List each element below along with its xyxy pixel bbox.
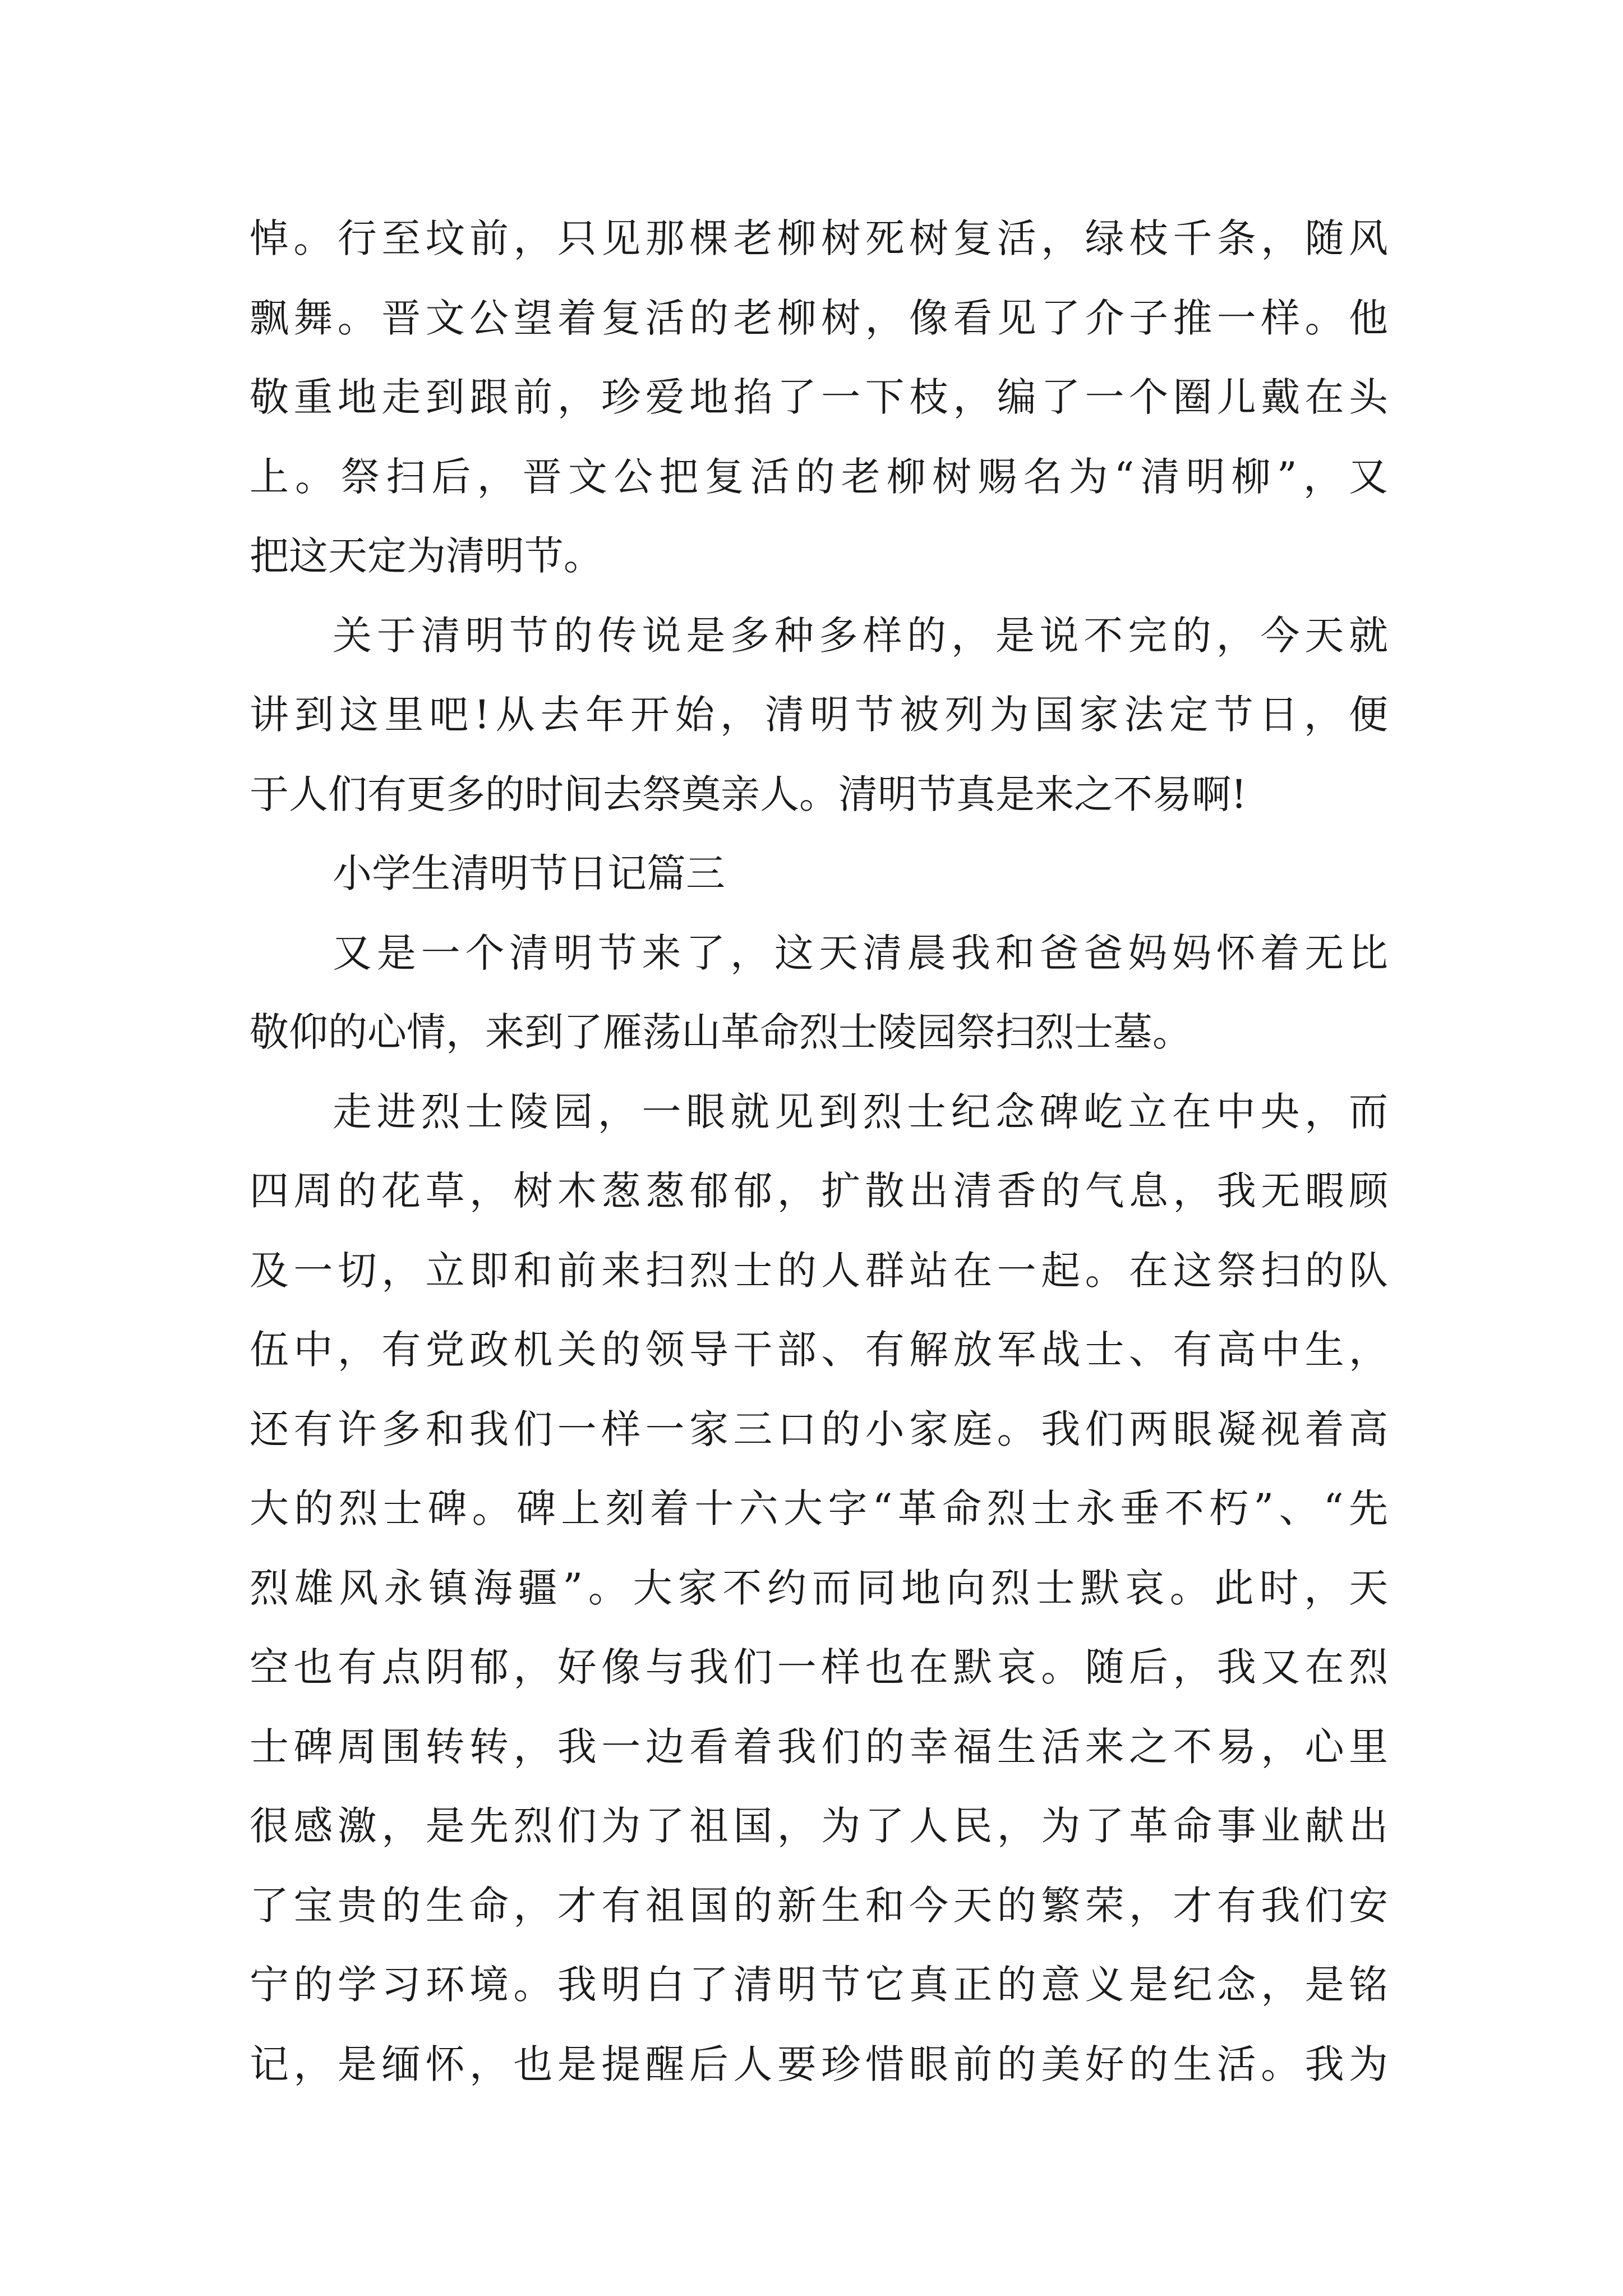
text-line: 还有许多和我们一样一家三口的小家庭。我们两眼凝视着高 — [250, 1406, 1388, 1452]
text-line: 敬仰的心情，来到了雁荡山革命烈士陵园祭扫烈士墓。 — [250, 1009, 1192, 1055]
section-heading: 小学生清明节日记篇三 — [333, 850, 725, 896]
text-line: 又是一个清明节来了，这天清晨我和爸爸妈妈怀着无比 — [333, 930, 1388, 976]
text-line: 烈雄风永镇海疆”。大家不约而同地向烈士默哀。此时，天 — [250, 1565, 1388, 1611]
text-line: 四周的花草，树木葱葱郁郁，扩散出清香的气息，我无暇顾 — [250, 1168, 1388, 1214]
text-line: 走进烈士陵园，一眼就见到烈士纪念碑屹立在中央，而 — [333, 1088, 1388, 1135]
text-line: 士碑周围转转，我一边看着我们的幸福生活来之不易，心里 — [250, 1723, 1388, 1770]
body-text — [250, 199, 1388, 2104]
text-line: 记，是缅怀，也是提醒后人要珍惜眼前的美好的生活。我为 — [250, 2041, 1388, 2087]
text-line: 及一切，立即和前来扫烈士的人群站在一起。在这祭扫的队 — [250, 1247, 1388, 1294]
text-line: 空也有点阴郁，好像与我们一样也在默哀。随后，我又在烈 — [250, 1644, 1388, 1690]
text-line: 很感激，是先烈们为了祖国，为了人民，为了革命事业献出 — [250, 1803, 1388, 1849]
text-line: 把这天定为清明节。 — [250, 533, 603, 579]
text-line: 宁的学习环境。我明白了清明节它真正的意义是纪念，是铭 — [250, 1962, 1388, 2008]
text-line: 伍中，有党政机关的领导干部、有解放军战士、有高中生， — [250, 1327, 1388, 1373]
text-line: 了宝贵的生命，才有祖国的新生和今天的繁荣，才有我们安 — [250, 1882, 1388, 1929]
text-line: 上。祭扫后，晋文公把复活的老柳树赐名为“清明柳”，又 — [250, 453, 1388, 500]
text-line: 敬重地走到跟前，珍爱地掐了一下枝，编了一个圈儿戴在头 — [250, 374, 1388, 420]
text-line: 于人们有更多的时间去祭奠亲人。清明节真是来之不易啊! — [250, 771, 1247, 817]
text-line: 讲到这里吧!从去年开始，清明节被列为国家法定节日，便 — [250, 692, 1388, 738]
text-line: 悼。行至坟前，只见那棵老柳树死树复活，绿枝千条，随风 — [250, 215, 1388, 261]
text-line: 大的烈士碑。碑上刻着十六大字“革命烈士永垂不朽”、“先 — [250, 1485, 1388, 1531]
text-line: 飘舞。晋文公望着复活的老柳树，像看见了介子推一样。他 — [250, 295, 1388, 341]
text-line: 关于清明节的传说是多种多样的，是说不完的，今天就 — [333, 612, 1388, 659]
